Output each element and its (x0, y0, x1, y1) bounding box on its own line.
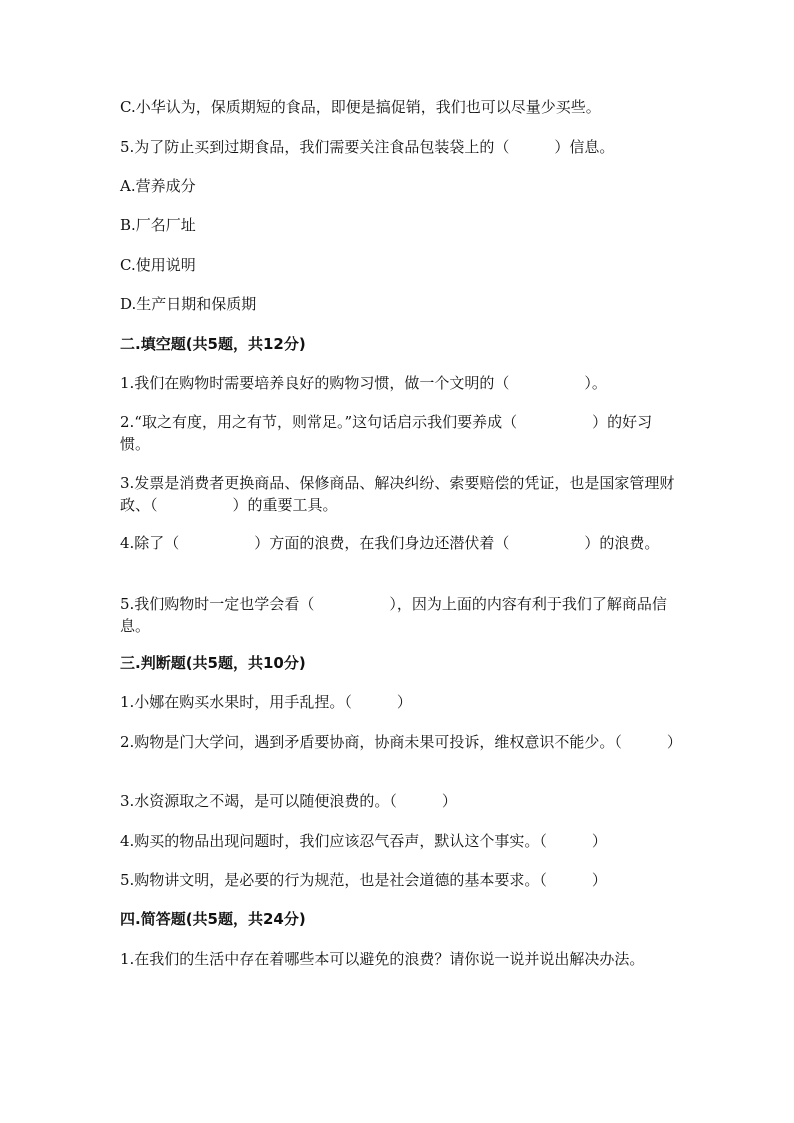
tf-question-3: 3.水资源取之不竭，是可以随便浪费的。（ ） (120, 792, 457, 810)
option-b: B.厂名厂址 (120, 216, 196, 234)
option-c: C.使用说明 (120, 256, 196, 274)
fill-question-4: 4.除了（ ）方面的浪费，在我们身边还潜伏着（ ）的浪费。 (120, 534, 660, 552)
tf-question-5: 5.购物讲文明，是必要的行为规范，也是社会道德的基本要求。（ ） (120, 871, 607, 889)
tf-question-2: 2.购物是门大学问，遇到矛盾要协商，协商未果可投诉，维权意识不能少。（ ） (120, 733, 682, 751)
option-c-q4: C.小华认为，保质期短的食品，即便是搞促销，我们也可以尽量少买些。 (120, 98, 601, 116)
option-a: A.营养成分 (120, 177, 196, 195)
short-answer-question-1: 1.在我们的生活中存在着哪些本可以避免的浪费？请你说一说并说出解决办法。 (120, 950, 645, 968)
fill-question-3: 3.发票是消费者更换商品、保修商品、解决纠纷、索要赔偿的凭证，也是国家管理财政、（ ）的重要工具。 (120, 474, 675, 514)
section-heading-fill-blank: 二.填空题(共5题，共12分) (120, 335, 306, 353)
question-5: 5.为了防止买到过期食品，我们需要关注食品包装袋上的（ ）信息。 (120, 138, 615, 156)
section-heading-short-answer: 四.简答题(共5题，共24分) (120, 910, 306, 928)
tf-question-1: 1.小娜在购买水果时，用手乱捏。（ ） (120, 693, 412, 711)
option-d: D.生产日期和保质期 (120, 295, 257, 313)
fill-question-1: 1.我们在购物时需要培养良好的购物习惯，做一个文明的（ ）。 (120, 374, 607, 392)
section-heading-true-false: 三.判断题(共5题，共10分) (120, 654, 306, 672)
fill-question-5: 5.我们购物时一定也学会看（ ），因为上面的内容有利于我们了解商品信息。 (120, 595, 667, 635)
fill-question-2: 2.“取之有度，用之有节，则常足。”这句话启示我们要养成（ ）的好习惯。 (120, 413, 653, 453)
tf-question-4: 4.购买的物品出现问题时，我们应该忍气吞声，默认这个事实。（ ） (120, 832, 607, 850)
